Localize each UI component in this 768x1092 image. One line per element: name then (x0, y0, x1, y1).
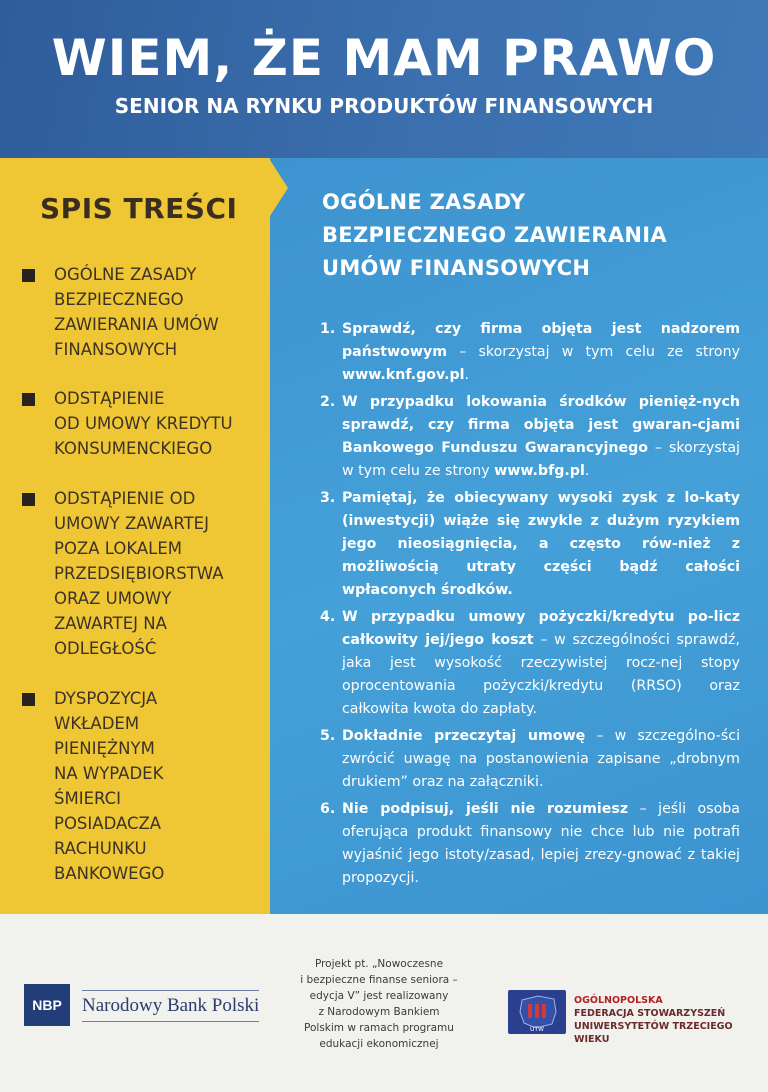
federation-name (574, 994, 754, 1046)
utw-logo (508, 990, 566, 1034)
list-item (320, 318, 740, 387)
toc-item[interactable] (22, 262, 262, 362)
rule-text: – skorzystaj w tym celu ze strony (447, 344, 740, 360)
rule-number: 6. (320, 801, 336, 817)
toc-title: SPIS TREŚCI (40, 192, 238, 225)
project-note: Projekt pt. „Nowoczesne i bezpieczne finanse seniora – edycja V” jest realizowany z Narodowym Bankiem Polskim w ramach programu edukacji ekonomicznej (300, 958, 458, 1050)
square-bullet-icon (22, 693, 35, 706)
rule-bold-text: Pamiętaj, że obiecywany wysoki zysk z lo-katy (inwestycji) wiąże się zwykle z dużym ryzykiem jego nieosiągnięcia, a często rów-nież z możliwością utraty części bądź całości wpłaconych środków. (342, 490, 740, 598)
rule-bold-text: W przypadku umowy pożyczki/kredytu po-licz całkowity jej/jego koszt (342, 609, 740, 648)
list-item (320, 606, 740, 721)
list-item (320, 798, 740, 890)
square-bullet-icon (22, 493, 35, 506)
rule-bold-text: W przypadku lokowania środków pienięż-nych sprawdź, czy firma objęta jest gwaran-cjami Bankowego Funduszu Gwarancyjnego (342, 394, 740, 456)
rule-number: 3. (320, 490, 336, 506)
rule-number: 2. (320, 394, 336, 410)
toc-item-label: ODSTĄPIENIE OD UMOWY KREDYTU KONSUMENCKIEGO (54, 389, 233, 458)
main-panel (270, 158, 768, 914)
rule-number: 1. (320, 321, 336, 337)
rule-bold-text: Sprawdź, czy firma objęta jest nadzorem państwowym (342, 321, 740, 360)
rule-text: – w szczególności sprawdź, jaka jest wysokość rzeczywistej rocz-nej stopy oprocentowania pożyczki/kredytu (RRSO) oraz całkowita kwota do zapłaty. (342, 632, 740, 717)
square-bullet-icon (22, 269, 35, 282)
toc-item[interactable] (22, 486, 262, 661)
rule-text: – jeśli osoba oferująca produkt finansowy nie chce lub nie potrafi wyjaśnić jego istoty/zasad, lepiej zrezy-gnować z takiej propozycji. (342, 801, 740, 886)
toc-item-label: ODSTĄPIENIE OD UMOWY ZAWARTEJ POZA LOKALEM PRZEDSIĘBIORSTWA ORAZ UMOWY ZAWARTEJ NA ODLEGŁOŚĆ (54, 489, 224, 658)
rules-list (320, 318, 740, 894)
rule-text: – w szczególno-ści zwrócić uwagę na postanowienia zapisane „drobnym drukiem” oraz na załączniki. (342, 728, 741, 790)
toc-item-label: OGÓLNE ZASADY BEZPIECZNEGO ZAWIERANIA UMÓW FINANSOWYCH (54, 265, 219, 359)
list-item (320, 487, 740, 602)
toc-item-label: DYSPOZYCJA WKŁADEM PIENIĘŻNYM NA WYPADEK ŚMIERCI POSIADACZA RACHUNKU BANKOWEGO (54, 689, 165, 883)
rule-link[interactable]: www.bfg.pl (494, 463, 585, 479)
nbp-logo: NBP (24, 984, 70, 1026)
federation-line1: OGÓLNOPOLSKA (574, 995, 663, 1006)
rule-bold-text: Dokładnie przeczytaj umowę (342, 728, 586, 744)
rule-end: . (464, 367, 470, 383)
nbp-name: Narodowy Bank Polski (82, 990, 259, 1022)
header (0, 0, 768, 158)
rule-number: 4. (320, 609, 336, 625)
footer (0, 914, 768, 1092)
list-item (320, 391, 740, 483)
list-item (320, 725, 740, 794)
page-subtitle: SENIOR NA RYNKU PRODUKTÓW FINANSOWYCH (114, 94, 654, 118)
federation-line2: FEDERACJA STOWARZYSZEŃ UNIWERSYTETÓW TRZECIEGO WIEKU (574, 1008, 733, 1045)
toc-item[interactable] (22, 686, 262, 886)
arrow-notch-icon (270, 160, 288, 216)
square-bullet-icon (22, 393, 35, 406)
table-of-contents (0, 158, 270, 914)
rule-end: . (584, 463, 590, 479)
section-title: OGÓLNE ZASADY BEZPIECZNEGO ZAWIERANIA UMÓW FINANSOWYCH (322, 190, 667, 280)
rule-link[interactable]: www.knf.gov.pl (342, 367, 465, 383)
rule-text: – skorzystaj w tym celu ze strony (342, 440, 740, 479)
toc-item[interactable] (22, 386, 262, 461)
rule-number: 5. (320, 728, 336, 744)
page-title: WIEM, ŻE MAM PRAWO (51, 29, 717, 87)
utw-logo-text: UTW (530, 1026, 544, 1033)
rule-bold-text: Nie podpisuj, jeśli nie rozumiesz (342, 801, 629, 817)
